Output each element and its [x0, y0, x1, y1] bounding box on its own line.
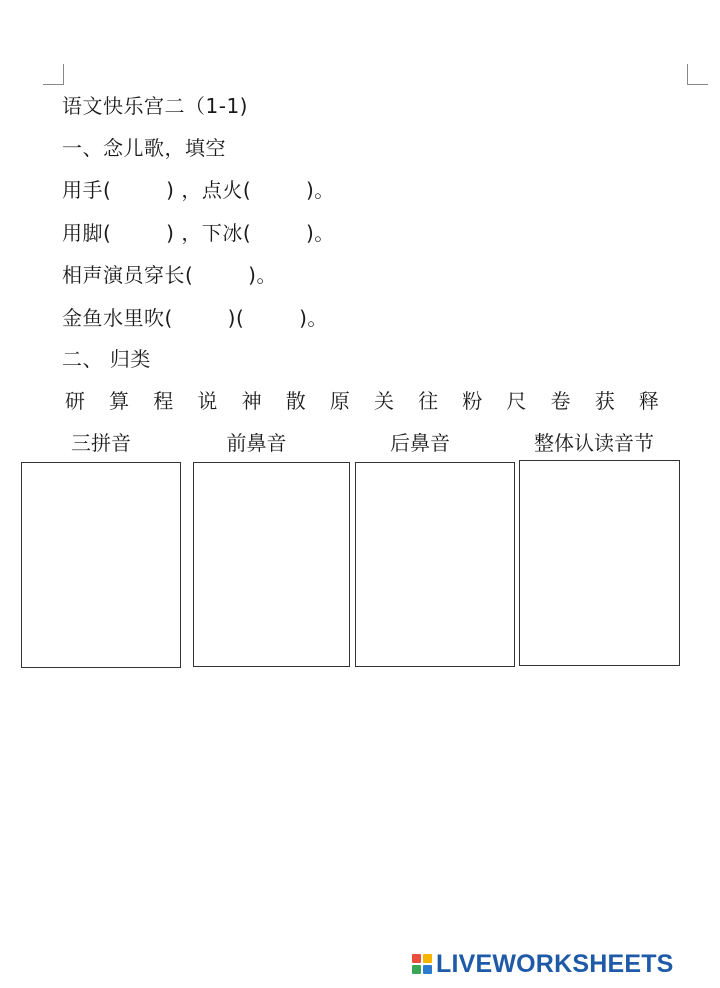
character-item[interactable]: 说 [197, 389, 218, 413]
drop-box-hou-bi-yin[interactable] [355, 462, 515, 667]
character-item[interactable]: 原 [329, 389, 350, 413]
drop-box-san-pin-yin[interactable] [21, 462, 181, 668]
crop-mark-top-right [687, 64, 708, 85]
section-1-heading: 一、念儿歌，填空 [62, 136, 226, 160]
character-item[interactable]: 卷 [550, 389, 571, 413]
character-item[interactable]: 程 [153, 389, 174, 413]
character-item[interactable]: 关 [373, 389, 394, 413]
drop-box-qian-bi-yin[interactable] [193, 462, 350, 667]
crop-mark-top-left [43, 64, 64, 85]
category-header-qian-bi-yin: 前鼻音 [226, 431, 287, 455]
logo-text: LIVEWORKSHEETS [436, 950, 674, 978]
fill-blank-line-1: 用手( ) ，点火( )。 [62, 178, 335, 202]
fill-blank-line-3: 相声演员穿长( )。 [62, 263, 277, 287]
character-item[interactable]: 粉 [462, 389, 483, 413]
character-item[interactable]: 尺 [506, 389, 527, 413]
liveworksheets-logo [412, 950, 674, 978]
character-item[interactable]: 神 [241, 389, 262, 413]
liveworksheets-logo-icon [412, 954, 432, 974]
drop-box-zheng-ti-ren-du[interactable] [519, 460, 680, 666]
character-list [62, 389, 662, 413]
category-header-zheng-ti-ren-du: 整体认读音节 [534, 431, 654, 455]
category-header-hou-bi-yin: 后鼻音 [390, 431, 450, 455]
character-item[interactable]: 散 [285, 389, 306, 413]
character-item[interactable]: 释 [638, 389, 659, 413]
character-item[interactable]: 往 [418, 389, 439, 413]
character-item[interactable]: 获 [594, 389, 615, 413]
character-item[interactable]: 研 [65, 389, 85, 413]
fill-blank-line-4: 金鱼水里吹( )( )。 [62, 306, 328, 330]
worksheet-title: 语文快乐宫二（1-1) [62, 94, 248, 118]
section-2-heading: 二、 归类 [62, 347, 151, 371]
fill-blank-line-2: 用脚( ) ，下冰( )。 [62, 221, 335, 245]
character-item[interactable]: 算 [109, 389, 130, 413]
category-header-san-pin-yin: 三拼音 [71, 431, 131, 455]
